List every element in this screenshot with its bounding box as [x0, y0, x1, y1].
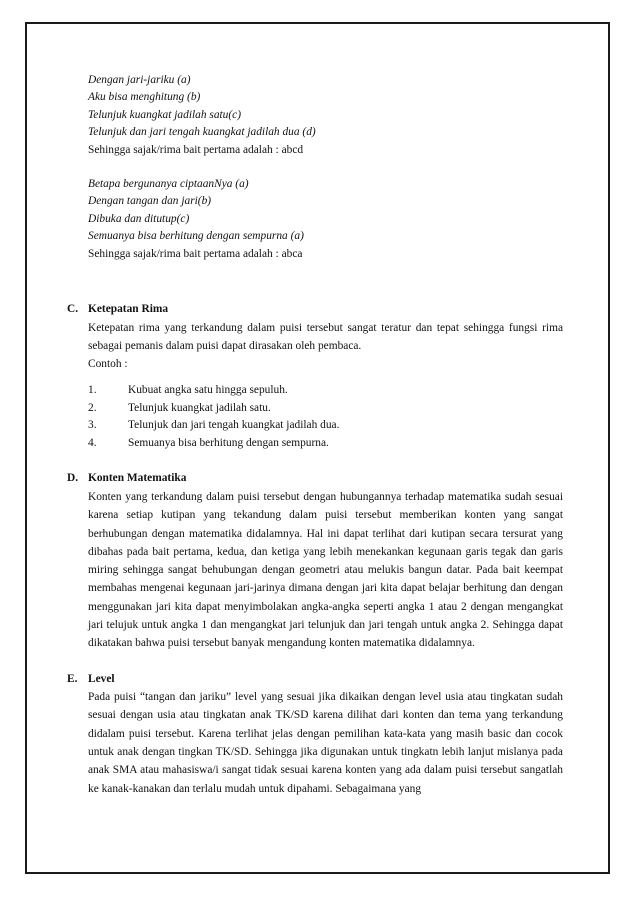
section-body — [88, 488, 563, 653]
list-item-number: 1. — [88, 384, 97, 397]
list-item-text: Kubuat angka satu hingga sepuluh. — [128, 384, 288, 397]
list-item — [88, 435, 563, 453]
stanza-line: Telunjuk dan jari tengah kuangkat jadilah dua (d) — [88, 126, 316, 139]
stanza-1 — [88, 72, 563, 159]
stanza-line: Dengan jari-jariku (a) — [88, 74, 191, 86]
section-paragraph: Ketepatan rima yang terkandung dalam puisi tersebut sangat teratur dan tepat sehingga fungsi rima sebagai pemanis dalam puisi dapat dirasakan oleh pembaca. — [88, 321, 563, 352]
example-list — [88, 382, 563, 452]
list-item-number: 2. — [88, 401, 97, 414]
section-heading — [67, 671, 563, 689]
section-title: Konten Matematika — [88, 472, 187, 485]
stanza-line: Semuanya bisa berhitung dengan sempurna (a) — [88, 230, 304, 243]
list-item-number: 4. — [88, 436, 97, 449]
list-item-text: Telunjuk kuangkat jadilah satu. — [128, 401, 271, 414]
list-item-text: Semuanya bisa berhitung dengan sempurna. — [128, 436, 329, 449]
section-letter: E. — [67, 672, 78, 685]
section-konten-matematika — [67, 470, 563, 652]
stanza-summary: Sehingga sajak/rima bait pertama adalah : abca — [88, 247, 303, 260]
section-title: Ketepatan Rima — [88, 303, 169, 316]
list-item-number: 3. — [88, 419, 97, 432]
section-heading — [67, 301, 563, 319]
stanza-2 — [88, 176, 563, 263]
section-body — [88, 688, 563, 798]
stanza-line: Dibuka dan ditutup(c) — [88, 212, 190, 225]
section-paragraph: Pada puisi “tangan dan jariku” level yang sesuai jika dikaikan dengan level usia atau tingkatan sudah sesuai dengan usia atau tingkatan anak TK/SD karena dilihat dari konten dan tema yang terkandung didalam puisi tersebut. Karena terlihat jelas dengan pemilihan kata-kata yang masih basic dan cocok untuk anak dengan tingkan TK/SD. Sehingga jika digunakan untuk tingkatn lebih lanjut mislanya pada anak SMA atau mahasiswa/i sangat tidak sesuai karena konten yang ada dalam puisi tersebut sangatlah ke kanak-kanakan dan terlalu mudah untuk dipahami. Sebagaimana yang — [88, 691, 563, 795]
stanza-line: Betapa bergunanya ciptaanNya (a) — [88, 178, 249, 191]
section-letter: D. — [67, 472, 79, 485]
stanza-summary: Sehingga sajak/rima bait pertama adalah : abcd — [88, 143, 304, 156]
section-letter: C. — [67, 303, 79, 316]
list-item — [88, 417, 563, 435]
stanza-line: Dengan tangan dan jari(b) — [88, 195, 212, 208]
stanza-line: Telunjuk kuangkat jadilah satu(c) — [88, 108, 242, 121]
section-heading — [67, 470, 563, 488]
document-content — [67, 72, 563, 798]
list-item-text: Telunjuk dan jari tengah kuangkat jadilah dua. — [128, 419, 340, 432]
section-paragraph: Konten yang terkandung dalam puisi tersebut dengan hubungannya terhadap matematika sudah sesuai karena setiap kutipan yang tekandung dalam puisi tersebut memberikan konten yang sangat berhubungan dengan matematika didalamnya. Hal ini dapat terlihat dari kutipan secara tersurat yang dibahas pada bait pertama, kedua, dan ketiga yang lebih menekankan kegunaan garis tegak dan garis miring sehingga sangat behubungan dengan geometri atau melukis bangun datar. Pada bait keempat membahas mengenai kegunaan jari-jarinya dimana dengan jari kita dapat belajar berhitung dan dengan menggunakan jari kita dapat menyimbolakan angka-angka seperti angka 1 atau 2 dengan mengangkat jari telujuk untuk angka 1 dan mengangkat jari telunjuk dan jari tengah untuk angka 2. Sehingga dapat dikatakan bahwa puisi tersebut banyak mengandung konten matematika didalamnya. — [88, 490, 563, 650]
section-ketepatan-rima — [67, 301, 563, 452]
list-item — [88, 400, 563, 418]
section-level — [67, 671, 563, 798]
list-item — [88, 382, 563, 400]
section-title: Level — [88, 672, 115, 685]
stanza-line: Aku bisa menghitung (b) — [88, 91, 201, 104]
example-label: Contoh : — [88, 358, 128, 371]
section-body — [88, 319, 563, 453]
